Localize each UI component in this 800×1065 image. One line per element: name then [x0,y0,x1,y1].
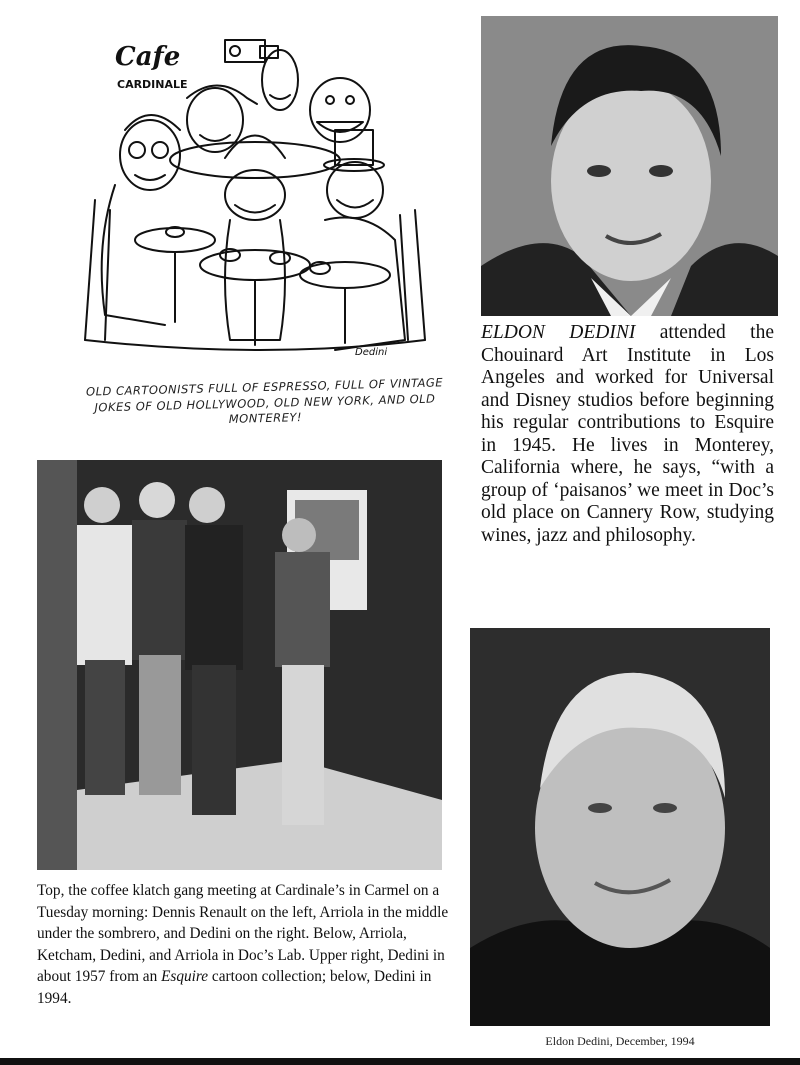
portrait-1994-image [470,628,770,1026]
caption-part1: Top, the coffee klatch gang meeting at Cardinale’s in Carmel on a Tuesday morning: Dennis Renault on the left, Arriola in the middle under the sombrero, and Dedini on the right. Below, Arriola, Ketcham, Dedini, and Arriola in Doc’s Lab. Upper right, Dedini in about 1957 from an [37,882,449,985]
bio-text [481,322,774,547]
portrait-1994-photo [470,628,770,1026]
caption-part2: cartoon collection; below, Dedini in 1994. [37,968,432,1007]
cartoon-illustration [55,10,445,375]
cartoon-drawing [55,10,445,375]
portrait-1994-caption: Eldon Dedini, December, 1994 [545,1034,695,1048]
group-photo [37,460,442,870]
cartoon-caption: OLD CARTOONISTS FULL OF ESPRESSO, FULL OF VINTAGE JOKES OF OLD HOLLYWOOD, OLD NEW YORK, AND OLD MONTEREY! [85,375,444,426]
portrait-1957-photo [481,16,778,316]
caption-emph: Esquire [161,968,209,985]
cartoon-signature: Dedini [355,347,388,358]
group-caption [37,880,457,1009]
bottom-rule [0,1058,800,1065]
portrait-1957-image [481,16,778,316]
bio-name: ELDON DEDINI [481,322,636,343]
group-photo-image [37,460,442,870]
cafe-sign: Cafe [115,42,181,72]
cafe-sign-subtext: CARDINALE [117,78,188,91]
bio-body: attended the Chouinard Art Institute in Los Angeles and worked for Universal and Disney studios before beginning his regular contributions to Esquire in 1945. He lives in Monterey, California where, he says, “with a group of ‘paisanos’ we meet in Doc’s old place on Cannery Row, studying wines, jazz and philosophy. [481,322,774,546]
